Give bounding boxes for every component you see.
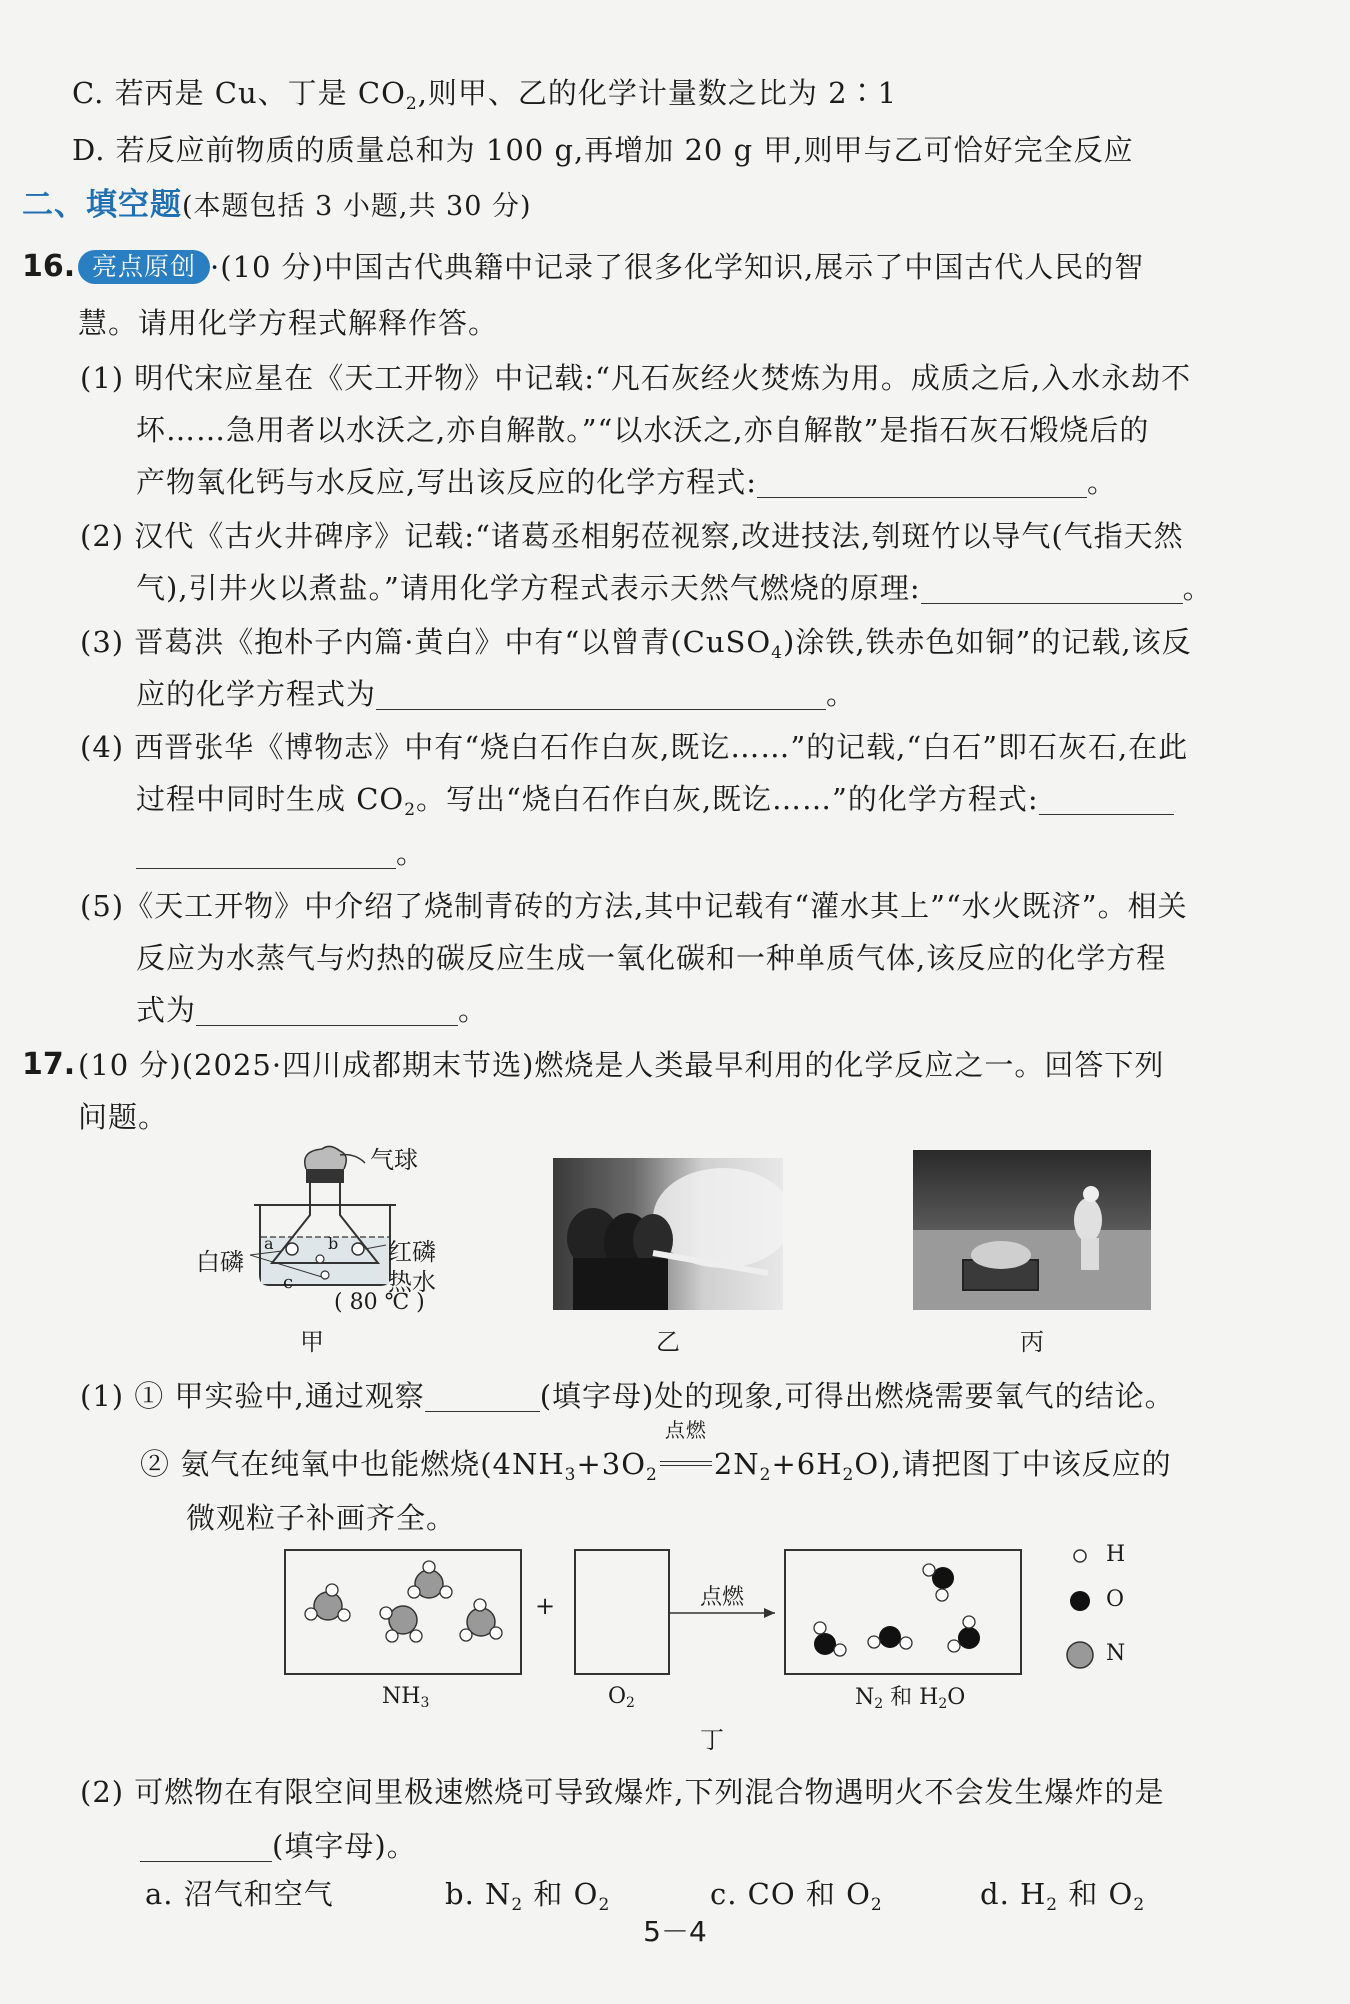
label-hot-water: 热水 xyxy=(388,1268,436,1296)
q16-part2-line2: 气),引井火以煮盐。”请用化学方程式表示天然气燃烧的原理: 。 xyxy=(136,571,1213,605)
q16-part5-line2: 反应为水蒸气与灼热的碳反应生成一氧化碳和一种单质气体,该反应的化学方程 xyxy=(136,941,1167,975)
q16-part2-line1: (2) 汉代《古火井碑序》记载:“诸葛丞相躬莅视察,改进技法,刳斑竹以导气(气指天然 xyxy=(80,519,1184,553)
section-heading: 二、填空题(本题包括 3 小题,共 30 分) xyxy=(22,187,532,223)
label-white-phosphorus: 白磷 xyxy=(196,1248,244,1276)
caption-ding: 丁 xyxy=(700,1726,724,1754)
reaction-condition-arrow: 点燃 xyxy=(658,1444,714,1484)
q16-part5-line1: (5)《天工开物》中介绍了烧制青砖的方法,其中记载有“灌水其上”“水火既济”。相关 xyxy=(80,889,1188,923)
page-number: 5－4 xyxy=(643,1915,707,1948)
q16-part3-line2: 应的化学方程式为 。 xyxy=(136,677,857,711)
q16-part1-line1: (1) 明代宋应星在《天工开物》中记载:“凡石灰经火焚炼为用。成质之后,入水永劫不 xyxy=(80,361,1192,395)
choice-b: b. $N_2$ 和 $O_2$ xyxy=(445,1877,611,1915)
plus-sign: + xyxy=(535,1592,556,1620)
answer-blank-16-1[interactable] xyxy=(757,467,1087,498)
q16-part4-line1: (4) 西晋张华《博物志》中有“烧白石作白灰,既讫……”的记载,“白石”即石灰石,在此 xyxy=(80,730,1189,764)
arrow-condition: 点燃 xyxy=(700,1585,745,1610)
q17-part1-1: (1) ① 甲实验中,通过观察 (填字母)处的现象,可得出燃烧需要氧气的结论。 xyxy=(80,1379,1175,1413)
q17-part1-2: ② 氨气在纯氧中也能燃烧($4NH_3+3O_2$ 点燃 $2N_2+6H_2O$),请把图丁中该反应的 xyxy=(140,1418,1172,1485)
q17-part2-line1: (2) 可燃物在有限空间里极速燃烧可导致爆炸,下列混合物遇明火不会发生爆炸的是 xyxy=(80,1775,1165,1809)
caption-yi: 乙 xyxy=(656,1328,680,1356)
q16-part5-line3: 式为 。 xyxy=(136,993,489,1027)
answer-blank-16-5[interactable] xyxy=(196,995,458,1026)
answer-blank-17-1[interactable] xyxy=(425,1381,540,1412)
q16-part4-line3: 。 xyxy=(136,833,426,873)
label-point-c: c xyxy=(283,1272,294,1293)
q16-part3-line1: (3) 晋葛洪《抱朴子内篇·黄白》中有“以曾青(CuSO$_4$)涂铁,铁赤色如铜”的记载,该反 xyxy=(80,625,1192,663)
option-c: C. 若丙是 Cu、丁是 $CO_2$,则甲、乙的化学计量数之比为 2∶1 xyxy=(72,76,898,114)
choice-a: a. 沼气和空气 xyxy=(145,1877,334,1911)
original-badge: 亮点原创 xyxy=(78,250,210,284)
q16-part1-line2: 坏……急用者以水沃之,亦自解散。”“以水沃之,亦自解散”是指石灰石煅烧后的 xyxy=(136,413,1150,447)
firefighter-extinguishing-photo xyxy=(913,1150,1151,1310)
legend-n-atom xyxy=(1067,1642,1093,1668)
label-point-a: a xyxy=(264,1234,274,1253)
firefighters-photo xyxy=(553,1158,783,1310)
box-label-products: N2 和 H2O xyxy=(855,1685,966,1712)
choice-c: c. CO 和 $O_2$ xyxy=(710,1877,883,1915)
question-16-stem: 亮点原创 ·(10 分)中国古代典籍中记录了很多化学知识,展示了中国古代人民的智 xyxy=(78,247,1144,287)
choice-d: d. $H_2$ 和 $O_2$ xyxy=(980,1877,1146,1915)
question-16-number: 16. xyxy=(22,249,76,284)
answer-blank-16-2[interactable] xyxy=(921,573,1183,604)
question-17-number: 17. xyxy=(22,1047,76,1082)
answer-blank-16-3[interactable] xyxy=(376,679,826,710)
legend-h-atom xyxy=(1074,1550,1086,1562)
answer-blank-16-4b[interactable] xyxy=(136,838,396,869)
label-red-phosphorus: 红磷 xyxy=(388,1238,436,1266)
box-label-o2: O2 xyxy=(608,1684,635,1711)
q16-part1-line3: 产物氧化钙与水反应,写出该反应的化学方程式: 。 xyxy=(136,465,1118,499)
nh3-molecules xyxy=(305,1561,502,1642)
legend-o-atom xyxy=(1070,1591,1090,1611)
question-17-stem: (10 分)(2025·四川成都期末节选)燃烧是人类最早利用的化学反应之一。回答下列 xyxy=(78,1048,1165,1082)
label-temperature: ( 80 ℃ ) xyxy=(334,1290,425,1315)
answer-blank-17-2[interactable] xyxy=(140,1831,272,1862)
label-point-b: b xyxy=(328,1234,339,1253)
legend-h-label: H xyxy=(1106,1542,1126,1567)
answer-blank-16-4a[interactable] xyxy=(1039,784,1174,815)
q17-part1-2-line2: 微观粒子补画齐全。 xyxy=(186,1501,457,1535)
product-molecules xyxy=(814,1564,980,1656)
question-16-stem-2: 慧。请用化学方程式解释作答。 xyxy=(78,306,499,340)
legend-n-label: N xyxy=(1106,1641,1126,1666)
legend-o-label: O xyxy=(1106,1587,1125,1612)
caption-jia: 甲 xyxy=(300,1328,324,1356)
option-d: D. 若反应前物质的质量总和为 100 g,再增加 20 g 甲,则甲与乙可恰好完全反应 xyxy=(72,133,1134,167)
box-label-nh3: NH3 xyxy=(382,1684,430,1711)
label-balloon: 气球 xyxy=(370,1146,418,1174)
question-17-stem-2: 问题。 xyxy=(78,1100,169,1134)
caption-bing: 丙 xyxy=(1020,1328,1044,1356)
q16-part4-line2: 过程中同时生成 $CO_2$。写出“烧白石作白灰,既讫……”的化学方程式: xyxy=(136,779,1174,830)
q17-part2-line2: (填字母)。 xyxy=(140,1826,417,1866)
